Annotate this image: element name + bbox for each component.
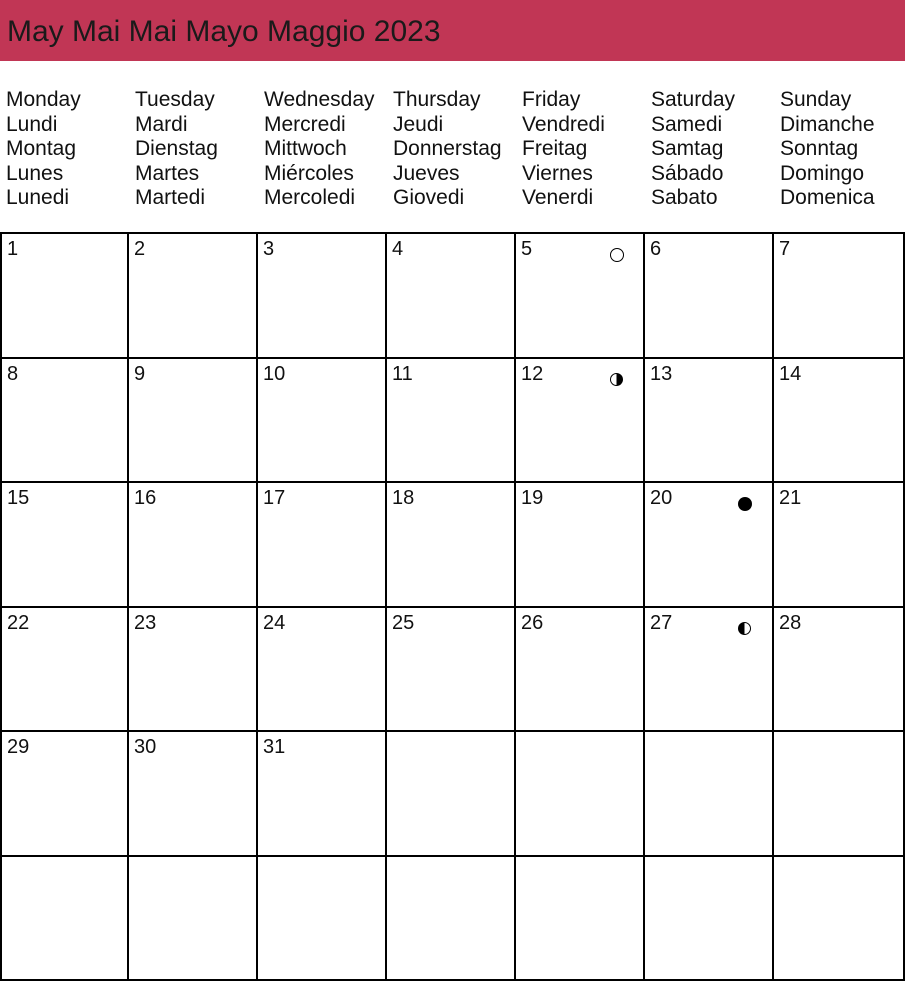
weekday-label: Sunday	[780, 88, 905, 113]
weekday-label: Samtag	[651, 137, 780, 162]
weekday-header-monday	[6, 88, 135, 211]
empty-day-cell[interactable]	[258, 857, 387, 981]
weekday-label: Domenica	[780, 186, 905, 211]
weekday-label: Dienstag	[135, 137, 264, 162]
day-number: 23	[134, 611, 156, 635]
weekday-label: Mardi	[135, 113, 264, 138]
day-cell[interactable]	[516, 234, 645, 359]
weekday-label: Friday	[522, 88, 651, 113]
day-cell[interactable]	[0, 608, 129, 733]
weekday-label: Miércoles	[264, 162, 393, 187]
empty-day-cell[interactable]	[774, 857, 905, 981]
day-cell[interactable]	[516, 359, 645, 484]
day-cell[interactable]	[129, 234, 258, 359]
day-number: 19	[521, 486, 543, 510]
day-cell[interactable]	[516, 483, 645, 608]
day-number: 4	[392, 237, 403, 261]
empty-day-cell[interactable]	[0, 857, 129, 981]
weekday-label: Donnerstag	[393, 137, 522, 162]
empty-day-cell[interactable]	[387, 732, 516, 857]
day-number: 26	[521, 611, 543, 635]
day-cell[interactable]	[0, 359, 129, 484]
day-cell[interactable]	[645, 608, 774, 733]
weekday-label: Vendredi	[522, 113, 651, 138]
day-number: 3	[263, 237, 274, 261]
calendar-header	[0, 0, 905, 61]
day-number: 21	[779, 486, 801, 510]
weekday-label: Martes	[135, 162, 264, 187]
day-cell[interactable]	[645, 483, 774, 608]
day-cell[interactable]	[387, 608, 516, 733]
weekday-header-thursday	[393, 88, 522, 211]
day-number: 6	[650, 237, 661, 261]
weekday-label: Wednesday	[264, 88, 393, 113]
day-number: 28	[779, 611, 801, 635]
day-cell[interactable]	[774, 359, 905, 484]
weekday-header-wednesday	[264, 88, 393, 211]
weekday-label: Martedi	[135, 186, 264, 211]
day-cell[interactable]	[0, 483, 129, 608]
weekday-label: Domingo	[780, 162, 905, 187]
weekday-label: Lunedi	[6, 186, 135, 211]
day-cell[interactable]	[129, 732, 258, 857]
day-cell[interactable]	[129, 608, 258, 733]
weekday-label: Venerdi	[522, 186, 651, 211]
day-cell[interactable]	[258, 483, 387, 608]
day-number: 29	[7, 735, 29, 759]
day-number: 14	[779, 362, 801, 386]
weekday-label: Sonntag	[780, 137, 905, 162]
day-number: 15	[7, 486, 29, 510]
day-number: 13	[650, 362, 672, 386]
day-number: 7	[779, 237, 790, 261]
day-number: 20	[650, 486, 672, 510]
day-cell[interactable]	[387, 359, 516, 484]
weekday-header-tuesday	[135, 88, 264, 211]
day-cell[interactable]	[645, 234, 774, 359]
day-number: 12	[521, 362, 543, 386]
day-number: 24	[263, 611, 285, 635]
day-number: 31	[263, 735, 285, 759]
empty-day-cell[interactable]	[516, 732, 645, 857]
weekday-label: Jeudi	[393, 113, 522, 138]
last-quarter-icon	[610, 373, 623, 386]
day-number: 17	[263, 486, 285, 510]
day-cell[interactable]	[129, 483, 258, 608]
weekday-label: Sábado	[651, 162, 780, 187]
day-cell[interactable]	[129, 359, 258, 484]
day-cell[interactable]	[258, 234, 387, 359]
day-number: 22	[7, 611, 29, 635]
day-cell[interactable]	[774, 234, 905, 359]
weekday-label: Samedi	[651, 113, 780, 138]
weekday-label: Mittwoch	[264, 137, 393, 162]
weekday-header-sunday	[780, 88, 905, 211]
day-number: 2	[134, 237, 145, 261]
weekday-label: Tuesday	[135, 88, 264, 113]
weekday-label: Viernes	[522, 162, 651, 187]
full-moon-icon	[610, 248, 624, 262]
day-number: 8	[7, 362, 18, 386]
empty-day-cell[interactable]	[516, 857, 645, 981]
weekday-label: Lundi	[6, 113, 135, 138]
new-moon-icon	[738, 497, 752, 511]
empty-day-cell[interactable]	[774, 732, 905, 857]
day-number: 25	[392, 611, 414, 635]
day-number: 11	[392, 362, 413, 386]
weekday-label: Sabato	[651, 186, 780, 211]
weekday-label: Mercoledi	[264, 186, 393, 211]
day-number: 9	[134, 362, 145, 386]
weekday-label: Dimanche	[780, 113, 905, 138]
day-cell[interactable]	[645, 359, 774, 484]
weekday-label: Lunes	[6, 162, 135, 187]
day-cell[interactable]	[0, 234, 129, 359]
day-cell[interactable]	[516, 608, 645, 733]
day-cell[interactable]	[258, 732, 387, 857]
weekday-label: Freitag	[522, 137, 651, 162]
calendar-grid	[0, 232, 905, 980]
weekday-label: Montag	[6, 137, 135, 162]
empty-day-cell[interactable]	[645, 857, 774, 981]
empty-day-cell[interactable]	[645, 732, 774, 857]
day-cell[interactable]	[774, 608, 905, 733]
weekday-header-friday	[522, 88, 651, 211]
day-number: 30	[134, 735, 156, 759]
day-number: 5	[521, 237, 532, 261]
empty-day-cell[interactable]	[387, 857, 516, 981]
day-number: 18	[392, 486, 414, 510]
day-cell[interactable]	[258, 608, 387, 733]
day-cell[interactable]	[0, 732, 129, 857]
weekday-label: Giovedi	[393, 186, 522, 211]
day-cell[interactable]	[387, 483, 516, 608]
first-quarter-icon	[738, 622, 751, 635]
day-cell[interactable]	[774, 483, 905, 608]
day-cell[interactable]	[387, 234, 516, 359]
day-number: 10	[263, 362, 285, 386]
day-number: 27	[650, 611, 672, 635]
day-number: 16	[134, 486, 156, 510]
weekday-label: Monday	[6, 88, 135, 113]
weekday-label: Jueves	[393, 162, 522, 187]
weekday-header-saturday	[651, 88, 780, 211]
weekday-label: Mercredi	[264, 113, 393, 138]
weekday-label: Thursday	[393, 88, 522, 113]
day-number: 1	[7, 237, 18, 261]
calendar-title: May Mai Mai Mayo Maggio 2023	[7, 15, 441, 48]
weekday-label: Saturday	[651, 88, 780, 113]
empty-day-cell[interactable]	[129, 857, 258, 981]
day-cell[interactable]	[258, 359, 387, 484]
